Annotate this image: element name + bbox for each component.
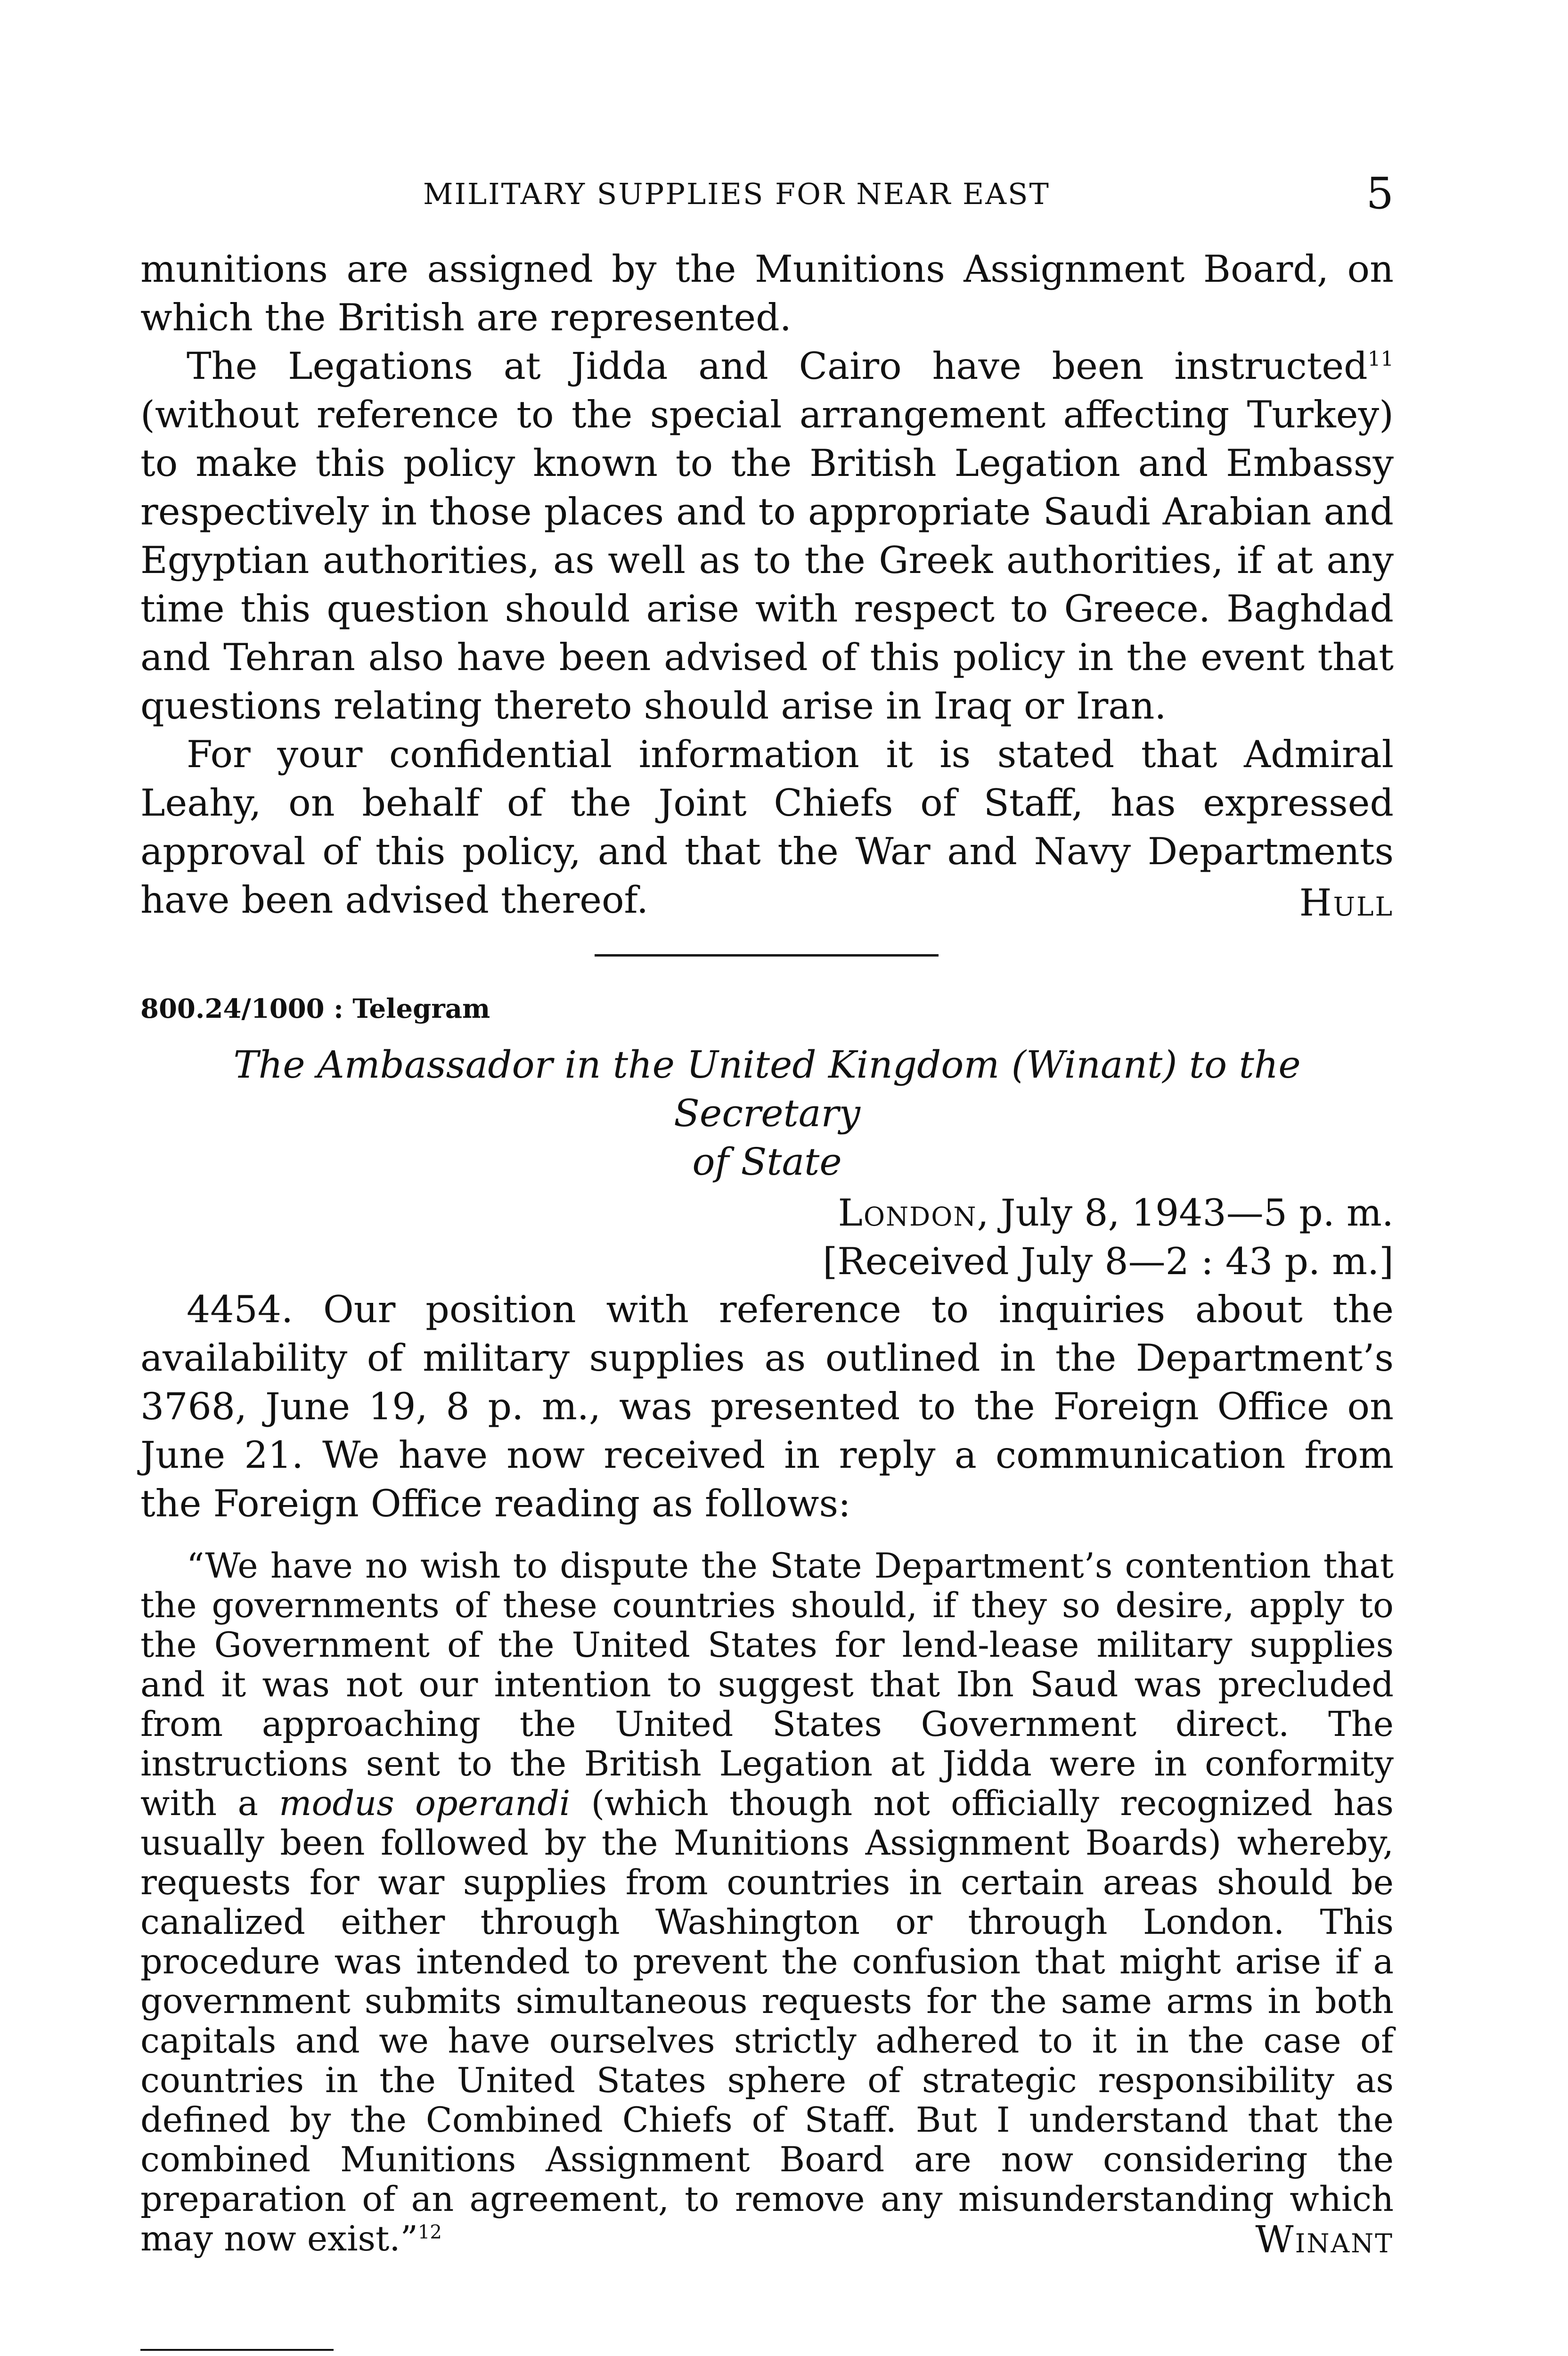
continuation-text: [140, 245, 1394, 924]
running-head: [140, 168, 1394, 219]
received-line: [Received July 8—2 : 43 p. m.]: [823, 1240, 1394, 1283]
quote-text-b: (which though not officially recognized has usually been followed by the Munitions Assignment Boards) whereby, requests for war supplies from countries in certain areas should be canalized either through Washington or through London. This procedure was intended to prevent the confusion that might arise if a government submits simultaneous requests for the same arms in both capitals and we have ourselves strictly adhered to it in the case of countries in the United States sphere of strategic responsibility as defined by the Combined Chiefs of Staff. But I understand that the combined Munitions Assignment Board are now considering the preparation of an agreement, to remove any misunderstanding which may now exist.”: [140, 1783, 1394, 2259]
signature-hull: Hull: [1299, 881, 1394, 924]
file-code: 800.24/1000 : Telegram: [140, 993, 490, 1024]
quote-paragraph: [140, 1546, 1394, 2259]
dateline-date: , July 8, 1943—5 p. m.: [977, 1191, 1394, 1235]
signature-winant: Winant: [1255, 2218, 1394, 2261]
paragraph-legations-text-a: The Legations at Jidda and Cairo have been instructed: [187, 344, 1368, 388]
paragraph-confidential: For your confidential information it is stated that Admiral Leahy, on behalf of the Joint Chiefs of Staff, has expressed approval of this policy, and that the War and Navy Departments have been advised thereof.: [140, 733, 1394, 922]
paragraph-legations-text-b: (without reference to the special arrangement affecting Turkey) to make this policy known to the British Legation and Embassy respectively in those places and to appropriate Saudi Arabian and Egyptian authorities, as well as to the Greek authorities, if at any time this question should arise with respect to Greece. Baghdad and Tehran also have been advised of this policy in the event that questions relating thereto should arise in Iraq or Iran.: [140, 393, 1394, 728]
quote-italic-phrase: modus operandi: [279, 1783, 571, 1824]
heading-line-1: The Ambassador in the United Kingdom (Winant) to the Secretary: [233, 1043, 1301, 1135]
document-heading: [140, 1040, 1394, 1186]
quote-text-a: “We have no wish to dispute the State Department’s contention that the governments of these countries should, if they so desire, apply to the Government of the United States for lend-lease military supplies and it was not our intention to suggest that Ibn Saud was precluded from approaching the United States Government direct. The instructions sent to the British Legation at Jidda were in conformity with a: [140, 1546, 1394, 1824]
paragraph-legations: [140, 342, 1394, 730]
dateline-place: London: [838, 1191, 977, 1235]
telegram-body: [140, 1285, 1394, 1528]
paragraph-munitions: munitions are assigned by the Munitions Assignment Board, on which the British are represented.: [140, 247, 1394, 339]
paragraph-4454: 4454. Our position with reference to inquiries about the availability of military supplies as outlined in the Department’s 3768, June 19, 8 p. m., was presented to the Foreign Office on June 21. We have now received in reply a communication from the Foreign Office reading as follows:: [140, 1288, 1394, 1525]
page-number: 5: [1366, 168, 1394, 219]
footnote-ref-11: 11: [1367, 347, 1394, 371]
section-divider: [595, 954, 939, 957]
footnote-ref-12: 12: [417, 2221, 442, 2243]
running-title: MILITARY SUPPLIES FOR NEAR EAST: [423, 177, 1050, 211]
footnote-rule: [140, 2349, 334, 2351]
quoted-communication: [140, 1546, 1394, 2259]
dateline: [838, 1189, 1394, 1237]
heading-line-2: of State: [692, 1140, 842, 1184]
